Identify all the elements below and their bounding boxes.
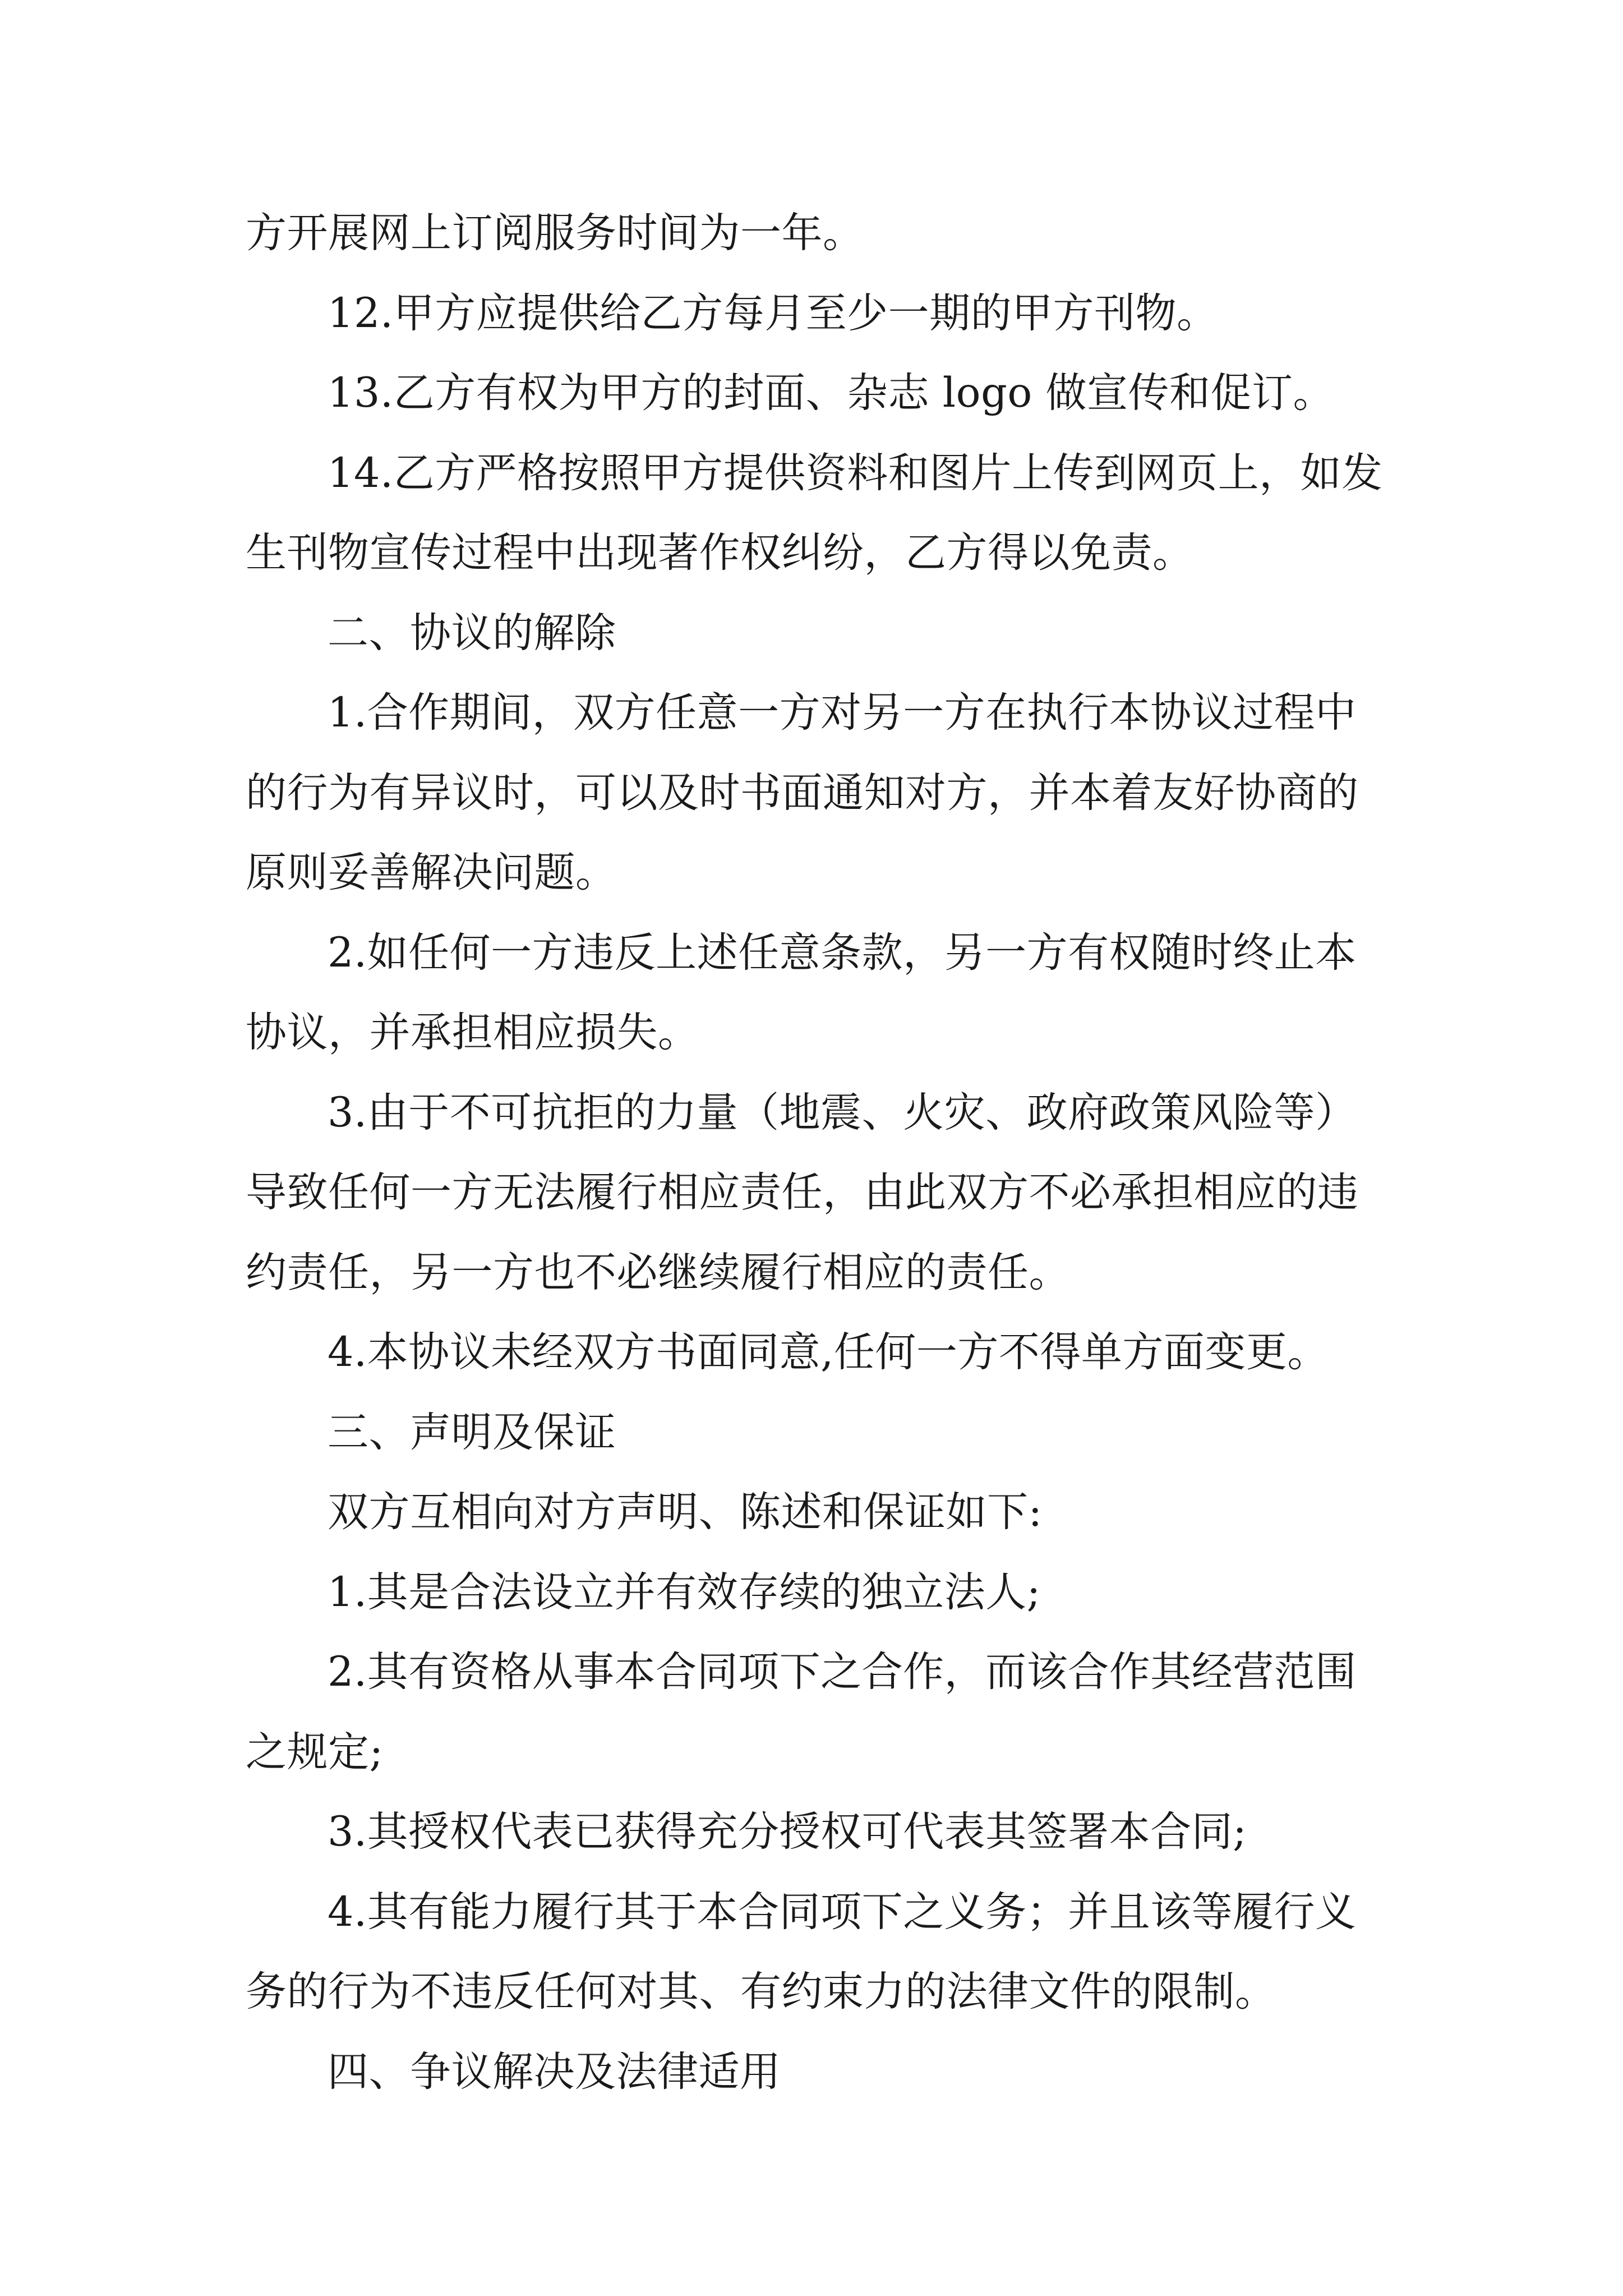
paragraph-representations-1: 1.其是合法设立并有效存续的独立法人;: [328, 1568, 1041, 1616]
paragraph-clause-14: 14.乙方严格按照甲方提供资料和图片上传到网页上，如发生刊物宣传过程中出现著作权纠纷，乙方得以免责。: [246, 449, 1383, 577]
paragraph-termination-1: 1.合作期间，双方任意一方对另一方在执行本协议过程中的行为有异议时，可以及时书面通知对方，并本着友好协商的原则妥善解决问题。: [246, 689, 1359, 896]
paragraph-termination-4: 4.本协议未经双方书面同意,任何一方不得单方面变更。: [328, 1328, 1329, 1376]
section-heading-representations: 三、声明及保证: [328, 1408, 616, 1456]
document-body: [246, 194, 1395, 2112]
section-heading-termination: 二、协议的解除: [328, 609, 616, 657]
paragraph-representations-intro: 双方互相向对方声明、陈述和保证如下:: [328, 1488, 1043, 1536]
paragraph-termination-2: 2.如任何一方违反上述任意条款，另一方有权随时终止本协议，并承担相应损失。: [246, 928, 1357, 1056]
paragraph-representations-3: 3.其授权代表已获得充分授权可代表其签署本合同;: [328, 1808, 1247, 1856]
section-heading-disputes: 四、争议解决及法律适用: [328, 2047, 781, 2096]
paragraph-representations-2: 2.其有资格从事本合同项下之合作，而该合作其经营范围之规定;: [246, 1648, 1357, 1776]
paragraph-termination-3: 3.由于不可抗拒的力量（地震、火灾、政府政策风险等）导致任何一方无法履行相应责任，由此双方不必承担相应的违约责任，另一方也不必继续履行相应的责任。: [246, 1088, 1359, 1296]
paragraph-clause-12: 12.甲方应提供给乙方每月至少一期的甲方刊物。: [328, 289, 1218, 337]
paragraph-continuation: 方开展网上订阅服务时间为一年。: [246, 209, 864, 257]
paragraph-clause-13: 13.乙方有权为甲方的封面、杂志 logo 做宣传和促订。: [328, 369, 1334, 417]
paragraph-representations-4: 4.其有能力履行其于本合同项下之义务；并且该等履行义务的行为不违反任何对其、有约束力的法律文件的限制。: [246, 1888, 1357, 2016]
